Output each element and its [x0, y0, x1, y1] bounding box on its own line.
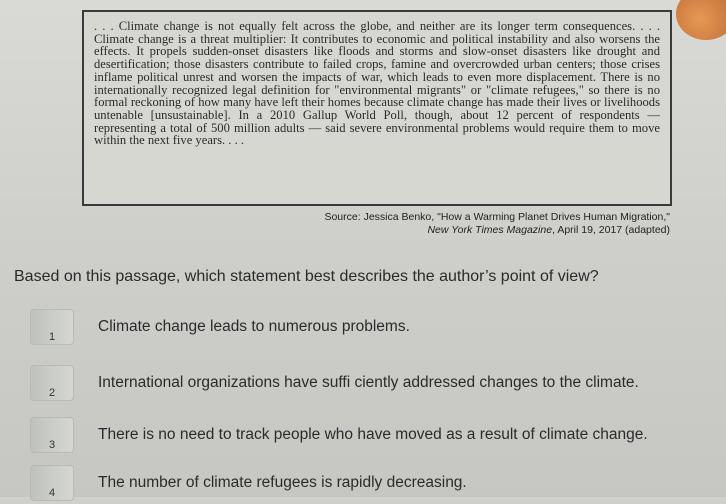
question-text: Based on this passage, which statement best describes the author’s point of view? — [14, 268, 599, 285]
option-text: Climate change leads to numerous problems. — [98, 318, 410, 335]
passage-box — [82, 10, 672, 206]
answer-option-3[interactable] — [30, 414, 720, 456]
finger-shadow — [676, 0, 726, 40]
option-number: 3 — [48, 439, 56, 451]
radio-button[interactable] — [30, 365, 74, 401]
option-text: There is no need to track people who have moved as a result of climate change. — [98, 426, 648, 443]
source-date: , April 19, 2017 (adapted) — [552, 224, 670, 236]
passage-text: . . . Climate change is not equally felt across the globe, and neither are its longer term consequences. . . . Climate change is a threat multiplier: It contributes to economic and political instability and also worsens the effects. It propels sudden-onset disasters like floods and storms and slow-onset disasters like drought and desertification; those disasters contribute to failed crops, famine and overcrowded urban centers; those crises inflame political unrest and worsen the impacts of war, which leads to even more displacement. There is no internationally recognized legal definition for "environmental migrants" or "climate refugees," so there is no formal reckoning of how many have left their homes because climate change has made their lives or livelihoods untenable [unsustainable]. In a 2010 Gallup World Poll, though, about 12 percent of respondents — representing a total of 500 million adults — said severe environmental problems would require them to move within the next five years. . . . — [94, 19, 660, 148]
source-magazine: New York Times Magazine — [427, 224, 553, 236]
option-text: International organizations have suffi ciently addressed changes to the climate. — [98, 374, 639, 391]
option-number: 4 — [48, 487, 56, 499]
answer-option-1[interactable] — [30, 306, 720, 348]
radio-button[interactable] — [30, 417, 74, 453]
answer-option-4[interactable] — [30, 462, 720, 504]
source-citation — [324, 211, 670, 237]
source-line: Source: Jessica Benko, "How a Warming Planet Drives Human Migration," — [324, 211, 670, 223]
option-number: 1 — [48, 331, 56, 343]
option-text: The number of climate refugees is rapidly decreasing. — [98, 474, 467, 491]
radio-button[interactable] — [30, 309, 74, 345]
option-number: 2 — [48, 387, 56, 399]
radio-button[interactable] — [30, 465, 74, 501]
answer-option-2[interactable] — [30, 362, 720, 404]
source-publication — [324, 224, 670, 237]
